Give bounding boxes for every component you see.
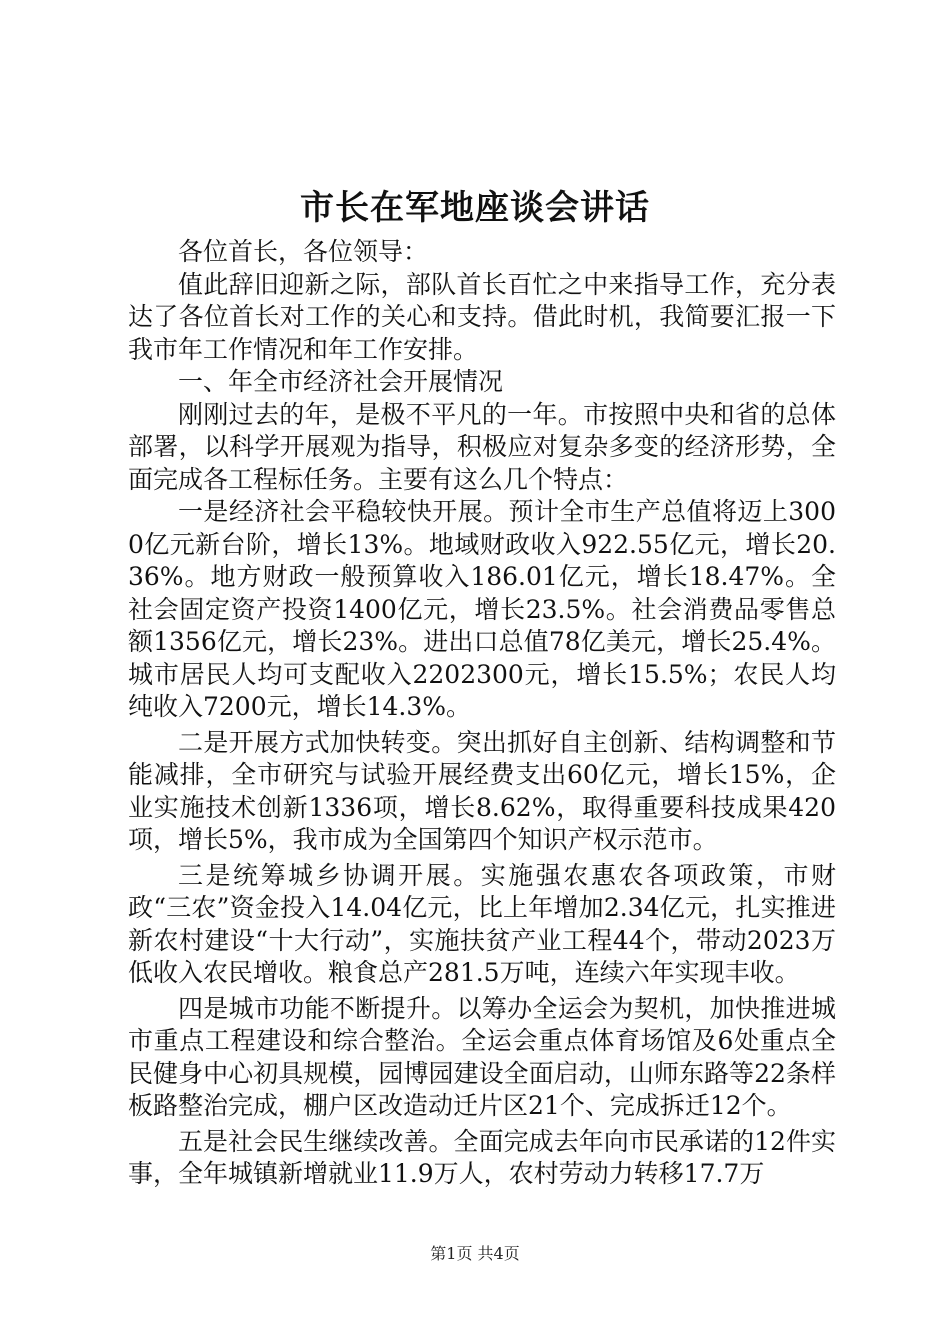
document-body	[128, 236, 836, 1191]
page-number: 第1页 共4页	[430, 1244, 520, 1263]
section-heading: 一、年全市经济社会开展情况	[178, 367, 504, 396]
paragraph-point-1: 一是经济社会平稳较快开展。预计全市生产总值将迈上3000亿元新台阶，增长13%。地域财政收入922.55亿元，增长20.36%。地方财政一般预算收入186.01亿元，增长18.47%。全社会固定资产投资1400亿元，增长23.5%。社会消费品零售总额1356亿元，增长23%。进出口总值78亿美元，增长25.4%。城市居民人均可支配收入2202300元，增长15.5%；农民人均纯收入7200元，增长14.3%。	[128, 497, 836, 721]
paragraph-point-2: 二是开展方式加快转变。突出抓好自主创新、结构调整和节能减排，全市研究与试验开展经费支出60亿元，增长15%，企业实施技术创新1336项，增长8.62%，取得重要科技成果420项，增长5%，我市成为全国第四个知识产权示范市。	[128, 727, 836, 854]
paragraph-salutation: 各位首长，各位领导：	[178, 237, 429, 266]
paragraph-point-5: 五是社会民生继续改善。全面完成去年向市民承诺的12件实事，全年城镇新增就业11.9万人，农村劳动力转移17.7万	[128, 1126, 836, 1188]
paragraph-point-3: 三是统筹城乡协调开展。实施强农惠农各项政策，市财政“三农”资金投入14.04亿元，比上年增加2.34亿元，扎实推进新农村建设“十大行动”，实施扶贫产业工程44个，带动2023万低收入农民增收。粮食总产281.5万吨，连续六年实现丰收。	[128, 860, 836, 987]
paragraph-intro: 值此辞旧迎新之际，部队首长百忙之中来指导工作，充分表达了各位首长对工作的关心和支持。借此时机，我简要汇报一下我市年工作情况和年工作安排。	[128, 269, 836, 364]
paragraph-point-4: 四是城市功能不断提升。以筹办全运会为契机，加快推进城市重点工程建设和综合整治。全运会重点体育场馆及6处重点全民健身中心初具规模，园博园建设全面启动，山师东路等22条样板路整治完成，棚户区改造动迁片区21个、完成拆迁12个。	[128, 993, 836, 1120]
paragraph-overview: 刚刚过去的年，是极不平凡的一年。市按照中央和省的总体部署，以科学开展观为指导，积极应对复杂多变的经济形势，全面完成各工程标任务。主要有这么几个特点：	[128, 399, 836, 494]
page-title: 市长在军地座谈会讲话	[300, 188, 650, 228]
